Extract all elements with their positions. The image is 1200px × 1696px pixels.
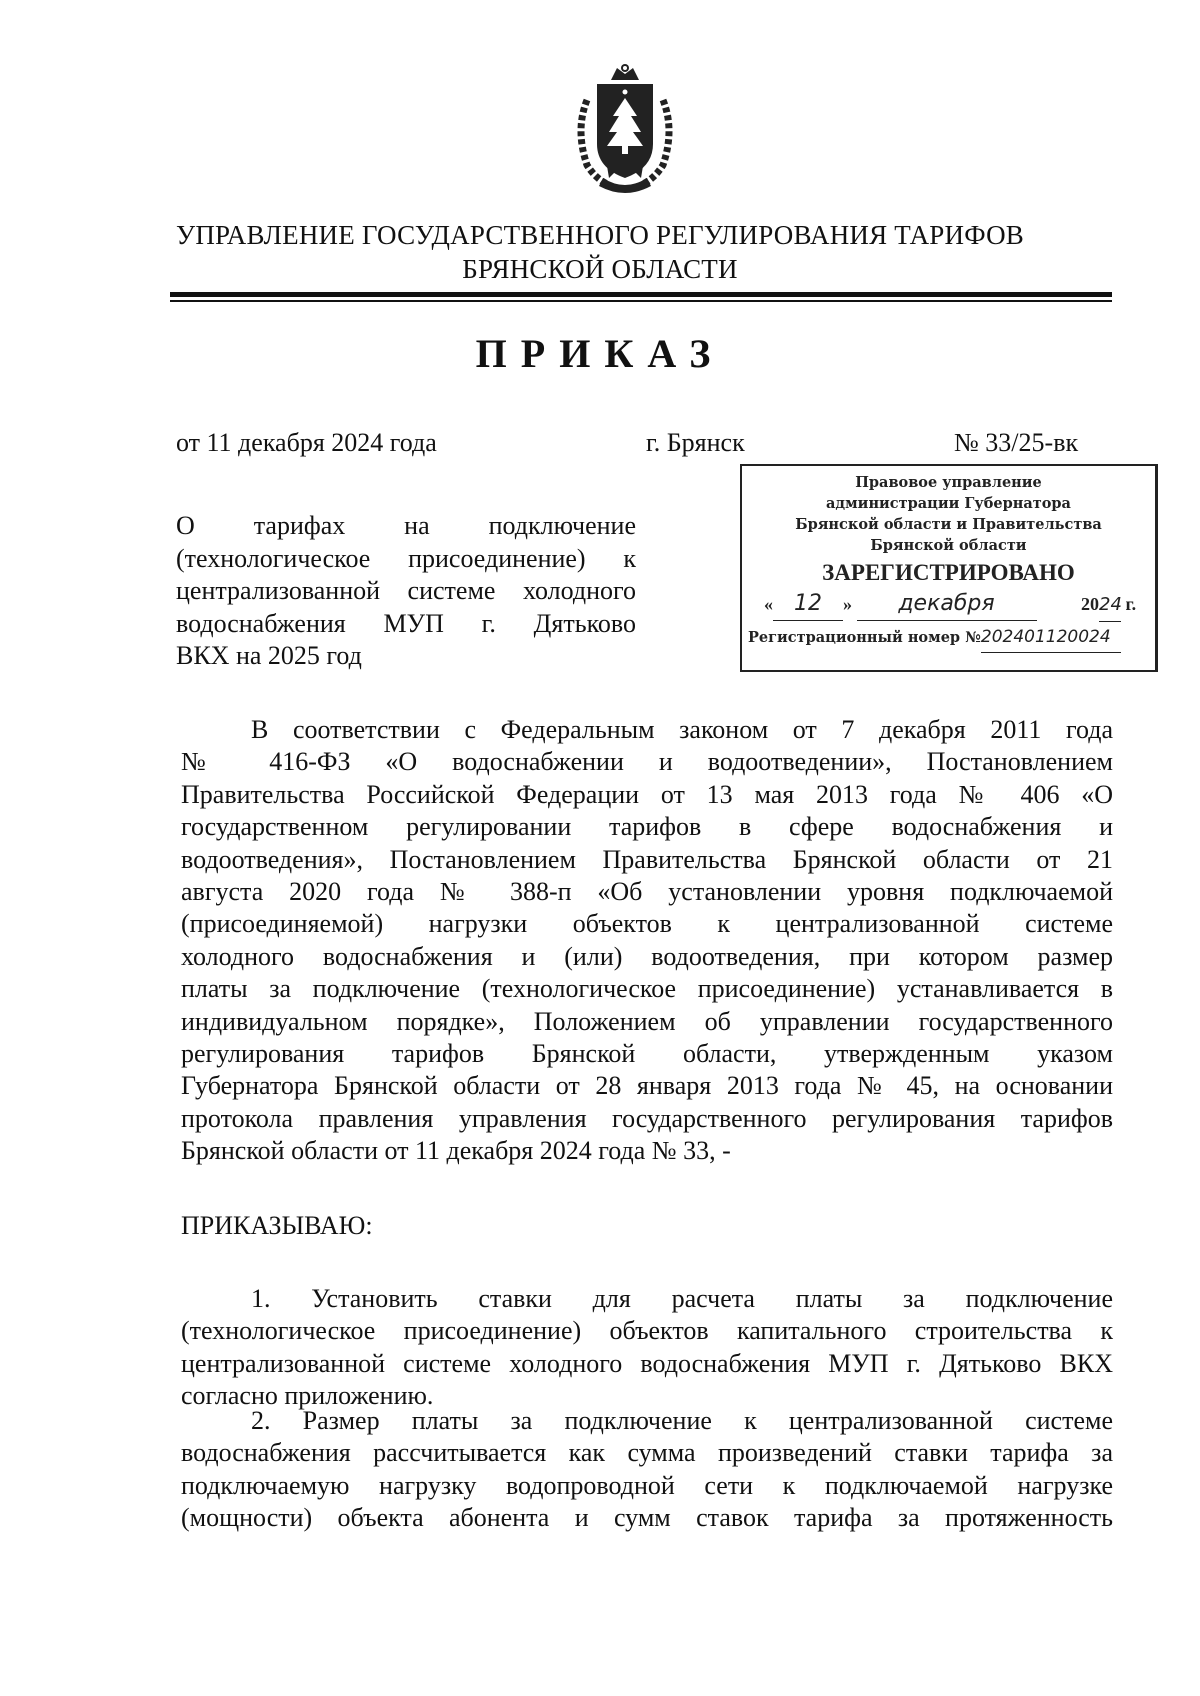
paragraph-line: Брянской области от 11 декабря 2024 года № 33, -	[181, 1136, 731, 1166]
subject-line: ВКХ на 2025 год	[176, 641, 362, 670]
stamp-reg-number: 202401120024	[981, 622, 1121, 653]
paragraph-line: регулирования тарифов Брянской области, утвержденным указом	[181, 1039, 1113, 1069]
stamp-line: Брянской области и Правительства	[795, 516, 1102, 533]
paragraph-line: индивидуальном порядке», Положением об управлении государственного	[181, 1006, 1113, 1036]
stamp-line: Брянской области	[870, 537, 1027, 554]
stamp-date-row	[742, 588, 1155, 622]
stamp-reg-row	[742, 622, 1155, 653]
paragraph-line: (присоединяемой) нагрузки объектов к централизованной системе	[181, 909, 1113, 939]
paragraph-line: Правительства Российской Федерации от 13 мая 2013 года № 406 «О	[181, 779, 1113, 809]
paragraph-line: согласно приложению.	[181, 1381, 434, 1411]
paragraph-line: 2. Размер платы за подключение к централизованной системе	[251, 1406, 1113, 1435]
paragraph-line: подключаемую нагрузку водопроводной сети к подключаемой нагрузке	[181, 1470, 1113, 1500]
stamp-year-prefix: 20	[1081, 594, 1099, 614]
org-name-line1: УПРАВЛЕНИЕ ГОСУДАРСТВЕННОГО РЕГУЛИРОВАНИЯ ТАРИФОВ	[176, 220, 1024, 250]
subject-line: централизованной системе холодного	[176, 576, 636, 605]
paragraph-line: № 416-ФЗ «О водоснабжении и водоотведении», Постановлением	[181, 747, 1113, 777]
paragraph-line: государственном регулировании тарифов в сфере водоснабжения и	[181, 812, 1113, 842]
stamp-quote-open: «	[764, 594, 773, 614]
order-date: от 11 декабря 2024 года	[176, 428, 437, 457]
paragraph-line: августа 2020 года № 388-п «Об установлении уровня подключаемой	[181, 877, 1113, 907]
paragraph-line: платы за подключение (технологическое присоединение) устанавливается в	[181, 974, 1113, 1004]
org-name-line2: БРЯНСКОЙ ОБЛАСТИ	[462, 254, 738, 284]
stamp-date-day: 12	[773, 588, 843, 621]
order-item-2	[181, 1405, 1113, 1535]
subject-line: (технологическое присоединение) к	[176, 543, 636, 573]
subject-line: О тарифах на подключение	[176, 511, 636, 540]
paragraph-line: 1. Установить ставки для расчета платы за подключение	[251, 1284, 1113, 1313]
stamp-quote-close: »	[843, 594, 852, 614]
orders-heading: ПРИКАЗЫВАЮ:	[181, 1211, 373, 1240]
stamp-line: администрации Губернатора	[826, 495, 1071, 512]
order-city: г. Брянск	[646, 428, 745, 457]
paragraph-line: (мощности) объекта абонента и сумм ставок тарифа за протяженность	[181, 1503, 1113, 1533]
paragraph-line: холодного водоснабжения и (или) водоотведения, при котором размер	[181, 941, 1113, 971]
stamp-date-month: декабря	[857, 588, 1037, 621]
paragraph-line: (технологическое присоединение) объектов капитального строительства к	[181, 1316, 1113, 1346]
stamp-year-suffix: 24	[1099, 589, 1121, 622]
bryansk-coat-of-arms-icon	[565, 60, 685, 200]
stamp-status: ЗАРЕГИСТРИРОВАНО	[822, 560, 1075, 585]
stamp-year-unit: г.	[1125, 594, 1137, 614]
paragraph-line: водоотведения», Постановлением Правительства Брянской области от 21	[181, 844, 1113, 874]
order-subject	[176, 510, 636, 673]
order-number: № 33/25-вк	[954, 428, 1079, 457]
header-rule-thin	[170, 300, 1112, 302]
subject-line: водоснабжения МУП г. Дятьково	[176, 608, 636, 638]
preamble-paragraph	[181, 714, 1113, 1168]
header-rule-thick	[170, 292, 1112, 297]
paragraph-line: протокола правления управления государственного регулирования тарифов	[181, 1103, 1113, 1133]
paragraph-line: централизованной системе холодного водоснабжения МУП г. Дятьково ВКХ	[181, 1348, 1113, 1378]
document-title: ПРИКАЗ	[475, 331, 725, 376]
paragraph-line: водоснабжения рассчитывается как сумма произведений ставки тарифа за	[181, 1438, 1113, 1468]
paragraph-line: Губернатора Брянской области от 28 января 2013 года № 45, на основании	[181, 1071, 1113, 1101]
registration-stamp	[740, 464, 1158, 672]
paragraph-line: В соответствии с Федеральным законом от 7 декабря 2011 года	[251, 715, 1113, 744]
stamp-line: Правовое управление	[855, 474, 1042, 491]
stamp-reg-label: Регистрационный номер №	[748, 629, 981, 646]
order-item-1	[181, 1283, 1113, 1413]
